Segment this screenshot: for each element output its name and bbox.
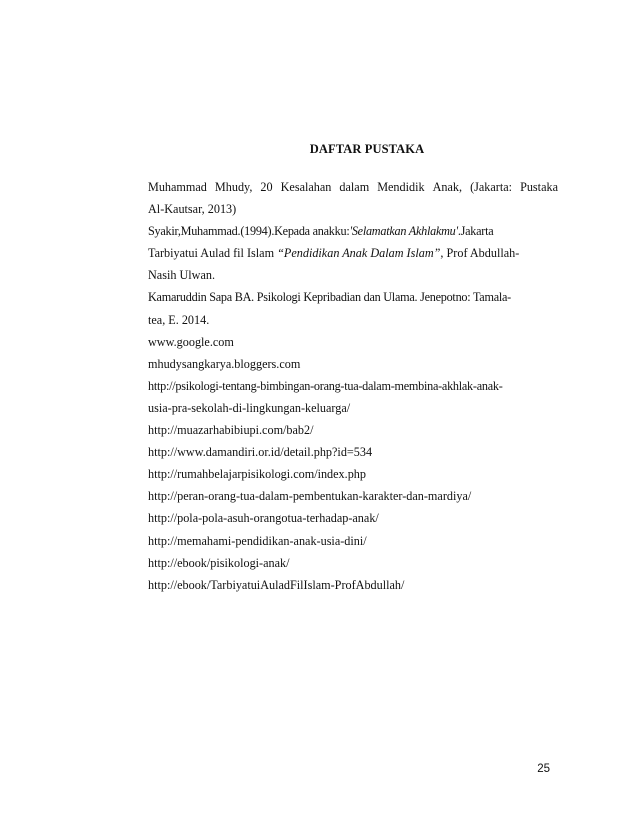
link-peran-orang-tua: http://peran-orang-tua-dalam-pembentukan-karakter-dan-mardiya/	[148, 489, 472, 504]
reference-1-word: Kesalahan	[280, 180, 332, 194]
link-memahami-pendidikan: http://memahami-pendidikan-anak-usia-dini/	[148, 533, 367, 548]
reference-1-word: 20	[260, 180, 273, 194]
page-number: 25	[537, 763, 550, 775]
reference-2-place: .Jakarta	[457, 224, 494, 239]
link-ebook-tarbiyatui: http://ebook/TarbiyatuiAuladFilIslam-ProfAbdullah/	[148, 577, 405, 592]
reference-3-italic-subtitle: “Pendidikan Anak Dalam Islam”	[277, 246, 441, 261]
reference-1-word: (Jakarta:	[470, 180, 513, 194]
reference-list	[148, 176, 558, 596]
reference-3-line-2: Nasih Ulwan.	[148, 268, 216, 283]
link-ebook-pisikologi: http://ebook/pisikologi-anak/	[148, 555, 290, 570]
reference-1-line-1	[148, 176, 558, 198]
reference-1-word: Mendidik	[377, 180, 425, 194]
reference-1-word: Pustaka	[520, 180, 558, 194]
reference-2-author-title: Syakir,Muhammad.(1994).Kepada anakku:	[148, 224, 350, 239]
page-title: DAFTAR PUSTAKA	[309, 142, 425, 156]
reference-2	[148, 220, 558, 242]
link-google: www.google.com	[148, 334, 234, 349]
link-psikologi-bimbingan-line-1: http://psikologi-tentang-bimbingan-orang-tua-dalam-membina-akhlak-anak-	[148, 378, 503, 393]
reference-1-word: Mhudy,	[214, 180, 253, 194]
reference-3-title: Tarbiyatui Aulad fil Islam	[148, 246, 278, 261]
link-pola-asuh: http://pola-pola-asuh-orangotua-terhadap-anak/	[148, 511, 379, 526]
link-muazarhabibiupi: http://muazarhabibiupi.com/bab2/	[148, 423, 314, 438]
link-mhudysangkarya: mhudysangkarya.bloggers.com	[148, 356, 301, 371]
reference-2-italic-title: 'Selamatkan Akhlakmu'	[349, 224, 458, 239]
link-rumahbelajarpisikologi: http://rumahbelajarpisikologi.com/index.php	[148, 467, 366, 482]
reference-1-word: Anak,	[432, 180, 463, 194]
link-psikologi-bimbingan-line-2: usia-pra-sekolah-di-lingkungan-keluarga/	[148, 400, 351, 415]
reference-1-word: Muhammad	[148, 180, 207, 194]
reference-4-line-1: Kamaruddin Sapa BA. Psikologi Kepribadian dan Ulama. Jenepotno: Tamala-	[148, 290, 511, 305]
link-damandiri: http://www.damandiri.or.id/detail.php?id=534	[148, 445, 373, 460]
reference-3-line-1	[148, 242, 558, 264]
reference-4-line-2: tea, E. 2014.	[148, 312, 210, 327]
reference-1-line-2: Al-Kautsar, 2013)	[148, 202, 237, 217]
reference-1-word: dalam	[339, 180, 370, 194]
reference-3-author: , Prof Abdullah-	[440, 246, 520, 261]
